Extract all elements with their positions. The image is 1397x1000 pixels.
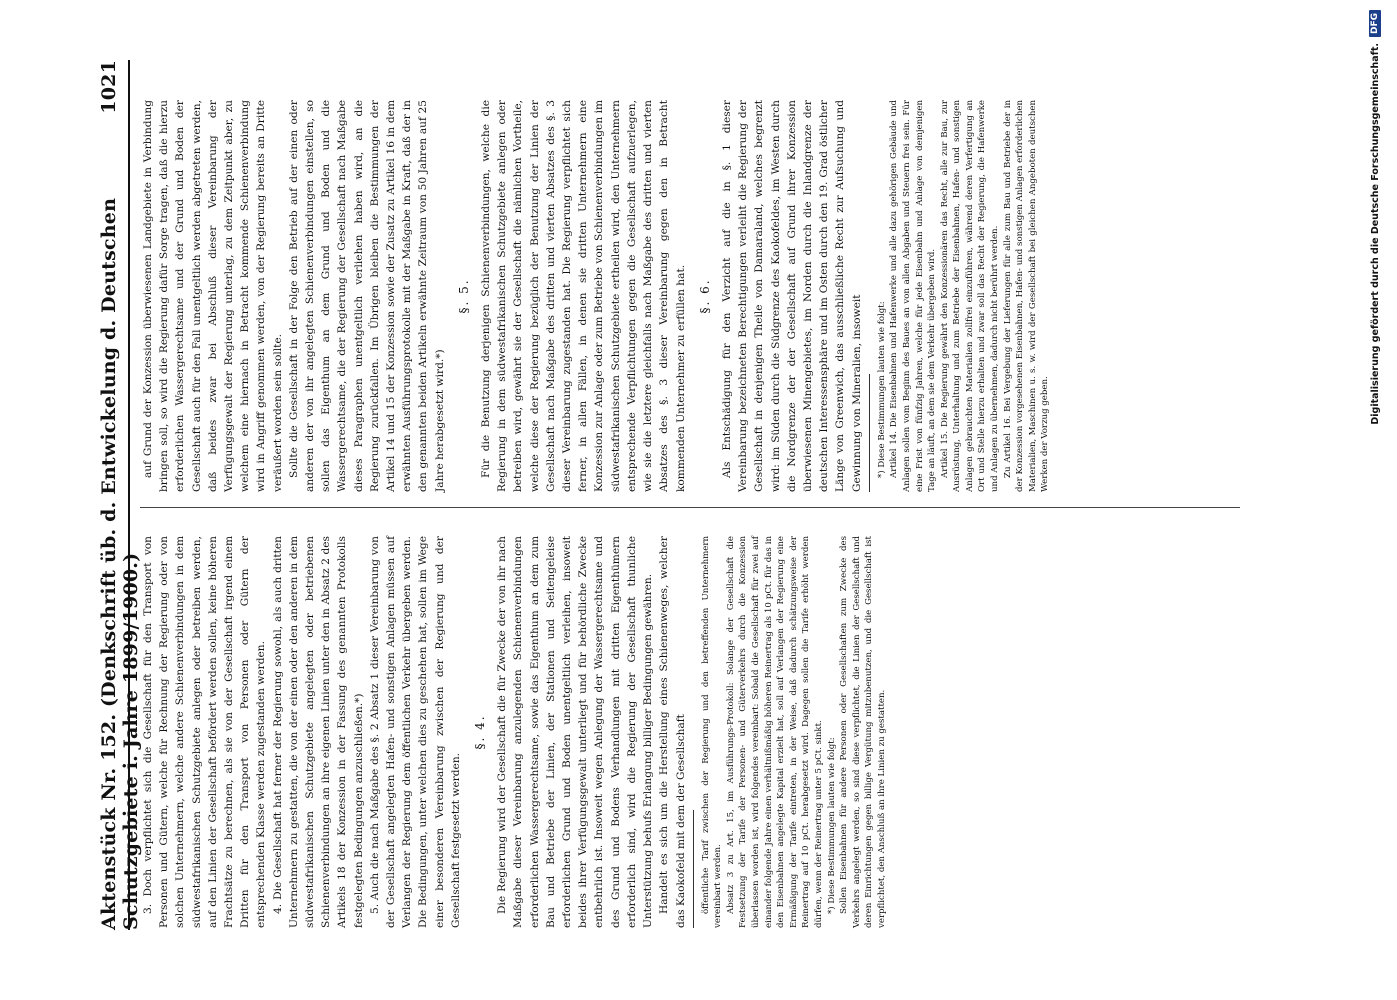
footnote: Zu Artikel 16. Bei Vergebung der Lieferungen für alle zum Bau und Betriebe der in der Konzession vorgesehenen Eisenbahnen, Hafen- und sonstigen Anlagen erforderlichen Materialien, Maschinen u. s. w. wird der Gesellschaft bei gleichen Angeboten deutschen Werken der Vorzug geben. (1002, 100, 1051, 492)
dfg-logo: DFG (1369, 10, 1381, 37)
column-divider (140, 507, 1240, 508)
section-title: §. 6. (697, 278, 712, 314)
footnote-rule (693, 810, 694, 928)
footnote: Artikel 15. Die Regierung gewährt den Konzessionären das Recht, alle zur Bau, zur Ausrüstung, Unterhaltung und zum Betriebe der Eisenbahnen, Hafen- und sonstigen Anlagen gebrauchten Materialien zollfrei einzuführen, während deren Verfertigung an Ort und Stelle hierzu erhalten und zwar soll das Recht der Regierung, die Hafenwerke und Anlagen zu übernehmen, dadurch nicht berührt werden. (939, 100, 1001, 492)
paragraph: Als Entschädigung für den Verzicht auf die in §. 1 dieser Vereinbarung bezeichneten Berechtigungen verleiht die Regierung der Gesellschaft in denjenigen Theile von Damaraland, welches begrenzt wird: im Süden durch die Südgrenze des Kaokofeldes, im Westen durch die Nordgrenze der der Gesellschaft auf Grund ihrer Konzession überwiesenen Minengebietes, im Norden durch die Inlandgrenze der deutschen Interessensphäre und im Osten durch den 19. Grad östlicher Länge von Greenwich, das ausschließliche Recht zur Aufsuchung und Gewinnung von Mineralien, insoweit (720, 100, 863, 492)
left-column (140, 536, 889, 928)
paragraph: 4. Die Gesellschaft hat ferner der Regierung sowohl, als auch dritten Unternehmern zu gestatten, die von der einen oder den anderen in dem südwestafrikanischen Schutzgebiete angelegten oder betriebenen Schienenverbindungen an ihre eigenen Linien unter den in Absatz 2 des Artikels 18 der Konzession in der Fassung des genannten Protokolls festgelegten Bedingungen anzuschließen.*) (271, 536, 365, 928)
footnote: *) Diese Bestimmungen lauten wie folgt: (876, 301, 887, 478)
digitization-stamp (1360, 0, 1390, 1000)
paragraph: Handelt es sich um die Herstellung eines Schienenweges, welcher das Kaokofeld mit dem der Gesellschaft (658, 536, 687, 928)
paragraph: auf Grund der Konzession überwiesenen Landgebiete in Verbindung bringen soll, so wird die Regierung dafür Sorge tragen, daß die hierzu erforderlichen Wassergerechtsame und der Grund und Boden der Gesellschaft auch für den Fall unentgeltlich werden abgetreten werden, daß beides zwar bei Abschluß dieser Vereinbarung der Verfügungsgewalt der Regierung unterlag, zu dem Zeitpunkt aber, zu welchem eine hiernach in Betracht kommende Schienenverbindung wird in Angriff genommen werden, von der Regierung bereits an Dritte veräußert worden sein sollte. (142, 100, 284, 492)
stamp-text: Digitalisierung gefördert durch die Deutsche Forschungsgemeinschaft. (1369, 43, 1381, 425)
footnote: *) Diese Bestimmungen lauten wie folgt: (826, 737, 837, 914)
header-rule (128, 60, 130, 930)
section-title: §. 5. (456, 278, 471, 314)
page-header (98, 60, 142, 930)
footnote-rule (869, 374, 870, 492)
footnote: Artikel 14. Die Eisenbahnen und Hafenwerke und alle dazu gehörigen Gebäude und Anlagen sollen vom Beginn des Baues an von allen Abgaben und Steuern frei sein. Für eine Frist von fünfzig Jahren, welche für jede Eisenbahn und Anlage von demjenigen Tage an läuft, an dem sie dem Verkehr übergeben wird. (889, 100, 938, 492)
footnote: öffentliche Tarif zwischen der Regierung und den betreffenden Unternehmern vereinbart werden. (700, 536, 724, 928)
paragraph: 3. Doch verpflichtet sich die Gesellschaft für den Transport von Personen und Gütern, welche für Rechnung der Regierung oder von solchen Unternehmern, welche andere Schienenverbindungen in dem südwestafrikanischen Schutzgebiete anlegen oder betreiben werden, auf den Linien der Gesellschaft befördert werden sollen, keine höheren Frachtsätze zu berechnen, als sie von der Gesellschaft irgend einem Dritten für den Transport von Personen oder Gütern der entsprechenden Klasse werden zugestanden werden. (142, 536, 268, 928)
paragraph: Sollte die Gesellschaft in der Folge den Betrieb auf der einen oder anderen der von ihr angelegten Schienenverbindungen einstellen, so sollen das Eigenthum an dem Grund und Boden und die Wassergerechtsame, die der Regierung der Gesellschaft nach Maßgabe dieses Paragraphen unentgeltlich verliehen haben wird, an die Regierung zurückfallen. Im Übrigen bleiben die Bestimmungen der Artikel 14 und 15 der Konzession sowie der Zusatz zu Artikel 16 in dem erwähnten Ausführungsprotokolle mit der Maßgabe in Kraft, daß der in den genannten beiden Artikeln erwähnte Zeitraum von 50 Jahren auf 25 Jahre herabgesetzt wird.*) (287, 100, 446, 492)
page-number: 1021 (98, 60, 120, 114)
paragraph: Für die Benutzung derjenigen Schienenverbindungen, welche die Regierung in dem südwestafrikanischen Schutzgebiete anlegen oder betreiben wird, gewährt sie der Gesellschaft die nämlichen Vortheile, welche diese der Regierung bezüglich der Benutzung der Linien der Gesellschaft nach Maßgabe des dritten und vierten Absatzes des §. 3 dieser Vereinbarung zugestanden hat. Die Regierung verpflichtet sich ferner, in allen Fällen, in denen sie dritten Unternehmern eine Konzession zur Anlage oder zum Betriebe von Schienenverbindungen im südwestafrikanischen Schutzgebiete ertheilen wird, den Unternehmern entsprechende Verpflichtungen gegen die Gesellschaft aufzuerlegen, wie sie die letztere gleichfalls nach Maßgabe des dritten und vierten Absatzes des §. 3 dieser Vereinbarung gegen den in Betracht kommenden Unternehmer zu erfüllen hat. (480, 100, 687, 492)
right-column (140, 100, 1052, 492)
footnote: Absatz 3 zu Art. 15, im Ausführungs-Protokoll: Solange der Gesellschaft die Festsetzung der Tarife der Personen- und Güterverkehrs durch die Konzession überlassen worden ist, wird folgendes vereinbart: Sobald die Gesellschaft für zwei auf einander folgende Jahre einen verhältnißmäßig höheren Reinertrag als 10 pCt. für das in den Eisenbahnen angelegte Kapital erzielt hat, soll auf Verlangen der Regierung eine Ermäßigung der Tarife eintreten, in der Weise, daß dadurch schätzungsweise der Reinertrag auf 10 pCt. herabgesetzt wird. Dagegen sollen die Tarife erhöht werden dürfen, wenn der Reinertrag unter 5 pCt. sinkt. (725, 536, 825, 928)
header-title: Aktenstück Nr. 152. (Denkschrift üb. d. Entwickelung d. Deutschen Schutzgebiete i. Jahre 1899/1900.) (98, 197, 142, 930)
paragraph: Die Regierung wird der Gesellschaft die für Zwecke der von ihr nach Maßgabe dieser Vereinbarung anzulegenden Schienenverbindungen erforderlichen Wassergerechtsame, sowie das Eigenthum an dem zum Bau und Betriebe der Linien, der Stationen und Seitengeleise erforderlichen Grund und Boden unentgeltlich verleihen, insoweit beides ihrer Verfügungsgewalt unterliegt und für behördliche Zwecke entbehrlich ist. Insoweit wegen Anlegung der Wassergerechtsame und des Grund und Bodens Verhandlungen mit dritten Eigenthümern erforderlich sind, wird die Regierung der Gesellschaft thunliche Unterstützung behufs Erlangung billiger Bedingungen gewähren. (496, 536, 655, 928)
section-title: §. 4. (473, 714, 488, 750)
footnote: Sollen Eisenbahnen für andere Personen oder Gesellschaften zum Zwecke des Verkehrs angelegt werden, so sind diese verpflichtet, die Linien der Gesellschaft und deren Einrichtungen gegen billige Vergütung mitzubenutzen, und die Gesellschaft ist verpflichtet, den Anschluß an ihre Linien zu gestatten. (839, 536, 888, 928)
paragraph: 5. Auch die nach Maßgabe des §. 2 Absatz 1 dieser Vereinbarung von der Gesellschaft angelegten Hafen- und sonstigen Anlagen müssen auf Verlangen der Regierung dem öffentlichen Verkehr übergeben werden. Die Bedingungen, unter welchen dies zu geschehen hat, sollen im Wege einer besonderen Vereinbarung zwischen der Regierung und der Gesellschaft festgesetzt werden. (368, 536, 462, 928)
